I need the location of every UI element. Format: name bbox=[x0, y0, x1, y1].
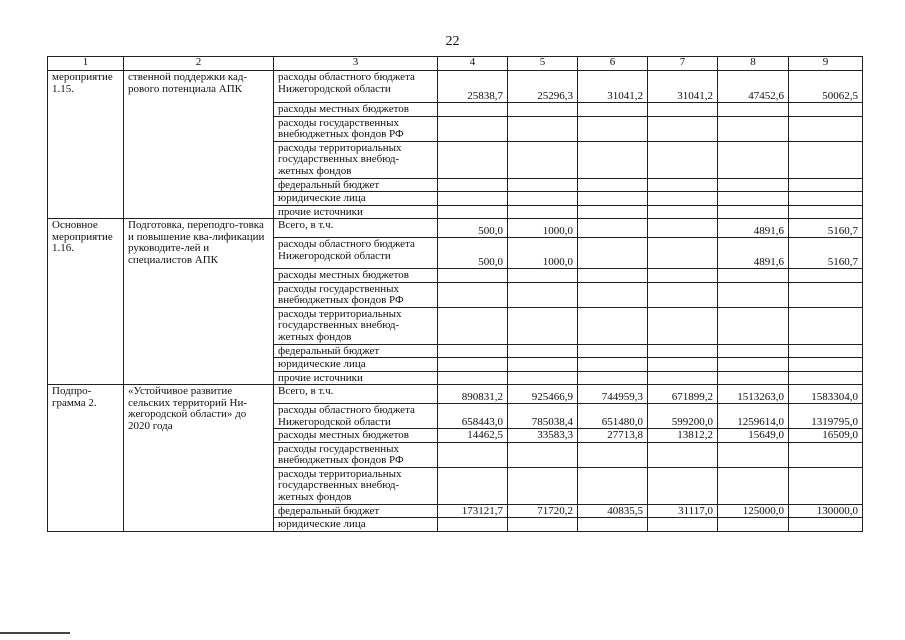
value-cell: 658443,0 bbox=[438, 404, 508, 429]
value-cell bbox=[718, 467, 789, 504]
value-cell bbox=[648, 518, 718, 532]
header-cell: 9 bbox=[789, 57, 863, 71]
funding-source-cell: расходы местных бюджетов bbox=[274, 429, 438, 443]
value-cell bbox=[789, 178, 863, 192]
value-cell bbox=[789, 518, 863, 532]
value-cell: 25838,7 bbox=[438, 71, 508, 103]
value-cell bbox=[648, 141, 718, 178]
budget-table bbox=[47, 56, 863, 532]
value-cell bbox=[648, 442, 718, 467]
funding-source-cell: расходы государственных внебюджетных фондов РФ bbox=[274, 442, 438, 467]
value-cell bbox=[718, 205, 789, 219]
funding-source-cell: расходы государственных внебюджетных фондов РФ bbox=[274, 116, 438, 141]
value-cell bbox=[648, 344, 718, 358]
value-cell: 4891,6 bbox=[718, 238, 789, 269]
value-cell: 14462,5 bbox=[438, 429, 508, 443]
value-cell: 50062,5 bbox=[789, 71, 863, 103]
value-cell: 33583,3 bbox=[508, 429, 578, 443]
value-cell: 16509,0 bbox=[789, 429, 863, 443]
scan-edge-mark bbox=[0, 632, 70, 634]
value-cell bbox=[718, 269, 789, 283]
header-cell: 2 bbox=[124, 57, 274, 71]
value-cell bbox=[438, 358, 508, 372]
value-cell bbox=[508, 307, 578, 344]
value-cell: 500,0 bbox=[438, 238, 508, 269]
funding-source-cell: расходы государственных внебюджетных фондов РФ bbox=[274, 282, 438, 307]
funding-source-cell: Всего, в т.ч. bbox=[274, 219, 438, 238]
value-cell bbox=[508, 141, 578, 178]
value-cell: 651480,0 bbox=[578, 404, 648, 429]
table-row bbox=[48, 71, 863, 103]
value-cell bbox=[578, 205, 648, 219]
value-cell bbox=[578, 371, 648, 385]
funding-source-cell: расходы территориальных государственных внебюд-жетных фондов bbox=[274, 141, 438, 178]
value-cell: 1319795,0 bbox=[789, 404, 863, 429]
value-cell bbox=[578, 307, 648, 344]
value-cell: 47452,6 bbox=[718, 71, 789, 103]
value-cell bbox=[578, 192, 648, 206]
value-cell: 71720,2 bbox=[508, 504, 578, 518]
value-cell bbox=[508, 518, 578, 532]
value-cell: 1513263,0 bbox=[718, 385, 789, 404]
value-cell bbox=[648, 103, 718, 117]
funding-source-cell: расходы областного бюджета Нижегородской области bbox=[274, 404, 438, 429]
value-cell bbox=[648, 178, 718, 192]
value-cell: 40835,5 bbox=[578, 504, 648, 518]
value-cell bbox=[508, 358, 578, 372]
value-cell bbox=[789, 358, 863, 372]
value-cell bbox=[578, 178, 648, 192]
value-cell bbox=[718, 192, 789, 206]
value-cell bbox=[508, 282, 578, 307]
value-cell bbox=[789, 141, 863, 178]
value-cell bbox=[648, 192, 718, 206]
table-row bbox=[48, 219, 863, 238]
page-number: 22 bbox=[445, 34, 460, 49]
value-cell bbox=[438, 116, 508, 141]
value-cell bbox=[789, 467, 863, 504]
value-cell: 1583304,0 bbox=[789, 385, 863, 404]
value-cell bbox=[648, 371, 718, 385]
value-cell: 27713,8 bbox=[578, 429, 648, 443]
value-cell: 31117,0 bbox=[648, 504, 718, 518]
value-cell bbox=[718, 371, 789, 385]
funding-source-cell: юридические лица bbox=[274, 518, 438, 532]
funding-source-cell: Всего, в т.ч. bbox=[274, 385, 438, 404]
value-cell bbox=[578, 358, 648, 372]
value-cell bbox=[438, 269, 508, 283]
value-cell bbox=[648, 238, 718, 269]
value-cell bbox=[438, 192, 508, 206]
value-cell bbox=[438, 141, 508, 178]
value-cell bbox=[648, 116, 718, 141]
value-cell bbox=[718, 358, 789, 372]
header-cell: 5 bbox=[508, 57, 578, 71]
header-cell: 3 bbox=[274, 57, 438, 71]
value-cell bbox=[578, 344, 648, 358]
value-cell bbox=[438, 282, 508, 307]
value-cell bbox=[438, 103, 508, 117]
value-cell bbox=[718, 442, 789, 467]
funding-source-cell: юридические лица bbox=[274, 358, 438, 372]
value-cell bbox=[578, 269, 648, 283]
value-cell bbox=[648, 205, 718, 219]
header-cell: 7 bbox=[648, 57, 718, 71]
value-cell bbox=[648, 307, 718, 344]
value-cell: 130000,0 bbox=[789, 504, 863, 518]
value-cell: 599200,0 bbox=[648, 404, 718, 429]
value-cell bbox=[718, 178, 789, 192]
header-cell: 8 bbox=[718, 57, 789, 71]
measure-code-cell: Подпро-грамма 2. bbox=[48, 385, 124, 532]
funding-source-cell: прочие источники bbox=[274, 205, 438, 219]
value-cell: 31041,2 bbox=[648, 71, 718, 103]
value-cell bbox=[718, 141, 789, 178]
value-cell: 925466,9 bbox=[508, 385, 578, 404]
measure-code-cell: Основное мероприятие 1.16. bbox=[48, 219, 124, 385]
value-cell bbox=[438, 344, 508, 358]
funding-source-cell: федеральный бюджет bbox=[274, 178, 438, 192]
value-cell: 13812,2 bbox=[648, 429, 718, 443]
value-cell: 15649,0 bbox=[718, 429, 789, 443]
value-cell bbox=[789, 307, 863, 344]
value-cell bbox=[648, 282, 718, 307]
value-cell: 5160,7 bbox=[789, 238, 863, 269]
value-cell bbox=[508, 344, 578, 358]
value-cell: 785038,4 bbox=[508, 404, 578, 429]
header-cell: 6 bbox=[578, 57, 648, 71]
value-cell bbox=[438, 518, 508, 532]
measure-code-cell: мероприятие 1.15. bbox=[48, 71, 124, 219]
value-cell bbox=[718, 307, 789, 344]
value-cell bbox=[718, 282, 789, 307]
value-cell bbox=[508, 192, 578, 206]
value-cell bbox=[438, 442, 508, 467]
value-cell bbox=[508, 103, 578, 117]
value-cell: 890831,2 bbox=[438, 385, 508, 404]
value-cell: 1000,0 bbox=[508, 219, 578, 238]
value-cell: 671899,2 bbox=[648, 385, 718, 404]
value-cell bbox=[789, 269, 863, 283]
value-cell bbox=[508, 205, 578, 219]
funding-source-cell: расходы местных бюджетов bbox=[274, 103, 438, 117]
value-cell bbox=[789, 103, 863, 117]
funding-source-cell: расходы местных бюджетов bbox=[274, 269, 438, 283]
header-row bbox=[48, 57, 863, 71]
measure-title-cell: Подготовка, переподго-товка и повышение ква-лификации руководите-лей и специалистов АПК bbox=[124, 219, 274, 385]
value-cell: 173121,7 bbox=[438, 504, 508, 518]
table-row bbox=[48, 385, 863, 404]
funding-source-cell: расходы территориальных государственных внебюд-жетных фондов bbox=[274, 467, 438, 504]
value-cell bbox=[789, 205, 863, 219]
value-cell bbox=[789, 371, 863, 385]
value-cell bbox=[508, 178, 578, 192]
value-cell bbox=[578, 282, 648, 307]
value-cell: 125000,0 bbox=[718, 504, 789, 518]
funding-source-cell: прочие источники bbox=[274, 371, 438, 385]
value-cell bbox=[648, 269, 718, 283]
value-cell: 5160,7 bbox=[789, 219, 863, 238]
value-cell bbox=[789, 116, 863, 141]
value-cell bbox=[718, 116, 789, 141]
measure-title-cell: «Устойчивое развитие сельских территорий Ни-жегородской области» до 2020 года bbox=[124, 385, 274, 532]
value-cell bbox=[789, 282, 863, 307]
value-cell bbox=[718, 344, 789, 358]
funding-source-cell: федеральный бюджет bbox=[274, 504, 438, 518]
value-cell: 4891,6 bbox=[718, 219, 789, 238]
value-cell bbox=[578, 141, 648, 178]
funding-source-cell: юридические лица bbox=[274, 192, 438, 206]
value-cell bbox=[508, 116, 578, 141]
measure-title-cell: ственной поддержки кад-рового потенциала АПК bbox=[124, 71, 274, 219]
value-cell bbox=[438, 307, 508, 344]
value-cell bbox=[578, 518, 648, 532]
value-cell: 1259614,0 bbox=[718, 404, 789, 429]
value-cell bbox=[438, 467, 508, 504]
value-cell: 31041,2 bbox=[578, 71, 648, 103]
value-cell bbox=[508, 269, 578, 283]
value-cell bbox=[578, 103, 648, 117]
value-cell bbox=[648, 467, 718, 504]
value-cell bbox=[508, 442, 578, 467]
value-cell: 25296,3 bbox=[508, 71, 578, 103]
value-cell bbox=[648, 219, 718, 238]
value-cell bbox=[648, 358, 718, 372]
value-cell bbox=[508, 371, 578, 385]
funding-source-cell: федеральный бюджет bbox=[274, 344, 438, 358]
value-cell bbox=[438, 371, 508, 385]
value-cell bbox=[578, 116, 648, 141]
value-cell: 1000,0 bbox=[508, 238, 578, 269]
funding-source-cell: расходы территориальных государственных внебюд-жетных фондов bbox=[274, 307, 438, 344]
value-cell: 500,0 bbox=[438, 219, 508, 238]
funding-source-cell: расходы областного бюджета Нижегородской области bbox=[274, 71, 438, 103]
value-cell bbox=[438, 205, 508, 219]
value-cell bbox=[789, 442, 863, 467]
header-cell: 1 bbox=[48, 57, 124, 71]
value-cell bbox=[578, 238, 648, 269]
value-cell bbox=[578, 442, 648, 467]
value-cell bbox=[718, 518, 789, 532]
value-cell bbox=[578, 467, 648, 504]
value-cell bbox=[789, 344, 863, 358]
value-cell bbox=[438, 178, 508, 192]
funding-source-cell: расходы областного бюджета Нижегородской области bbox=[274, 238, 438, 269]
value-cell bbox=[508, 467, 578, 504]
value-cell bbox=[718, 103, 789, 117]
value-cell bbox=[789, 192, 863, 206]
value-cell: 744959,3 bbox=[578, 385, 648, 404]
value-cell bbox=[578, 219, 648, 238]
header-cell: 4 bbox=[438, 57, 508, 71]
